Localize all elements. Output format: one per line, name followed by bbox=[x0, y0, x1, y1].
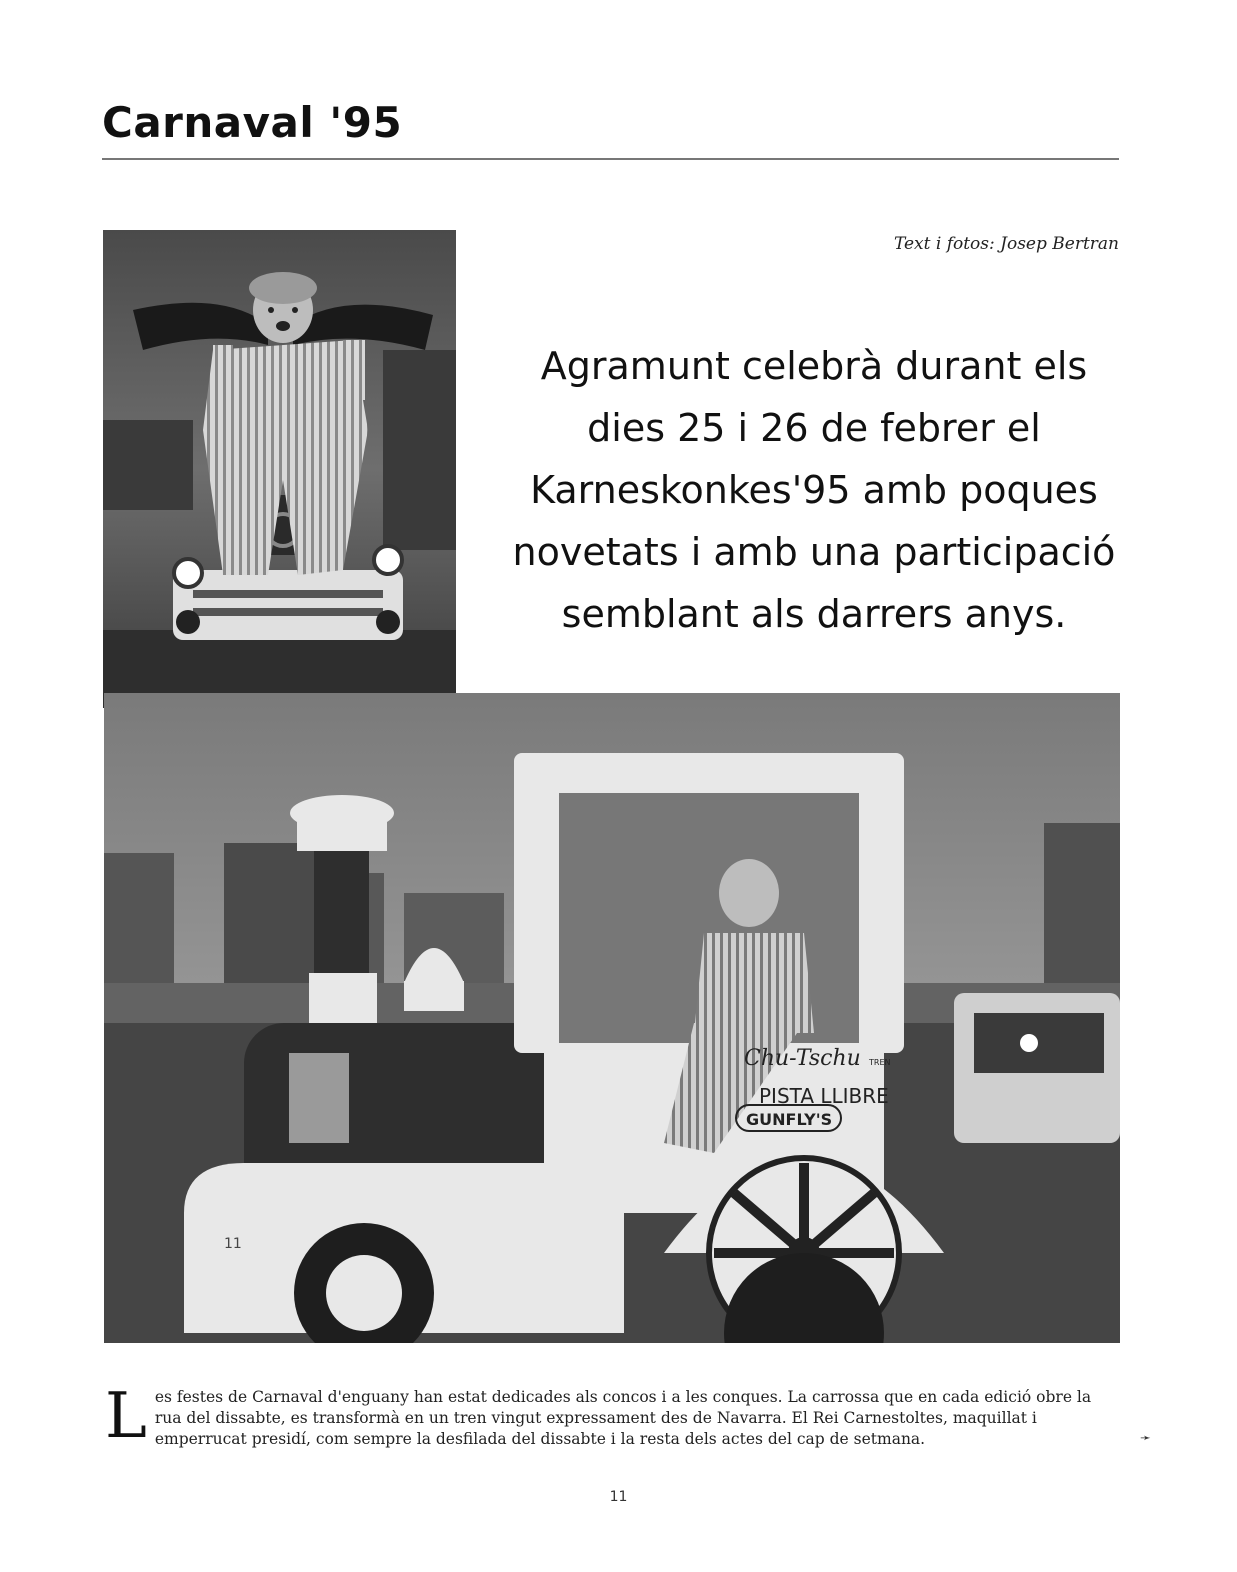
train-sign1-text: PISTA LLIBRE bbox=[759, 1084, 889, 1108]
page-number: 11 bbox=[609, 1489, 628, 1505]
train-sign2-text: GUNFLY'S bbox=[746, 1110, 833, 1129]
title-rule bbox=[102, 158, 1119, 160]
photo-tourist-train-graphic bbox=[104, 693, 1120, 1343]
article-body bbox=[105, 1379, 1121, 1452]
lead-paragraph: Agramunt celebrà durant els dies 25 i 26 de febrer el Karneskonkes'95 amb poques novetats i amb una participació semblant als darrers anys. bbox=[512, 344, 1116, 636]
photo-carnival-king-graphic bbox=[103, 230, 456, 708]
article-body-text: es festes de Carnaval d'enguany han estat dedicades als concos i a les conques. La carrossa que en cada edició obre la rua del dissabte, es transformà en un tren vingut expressament des de Navarra. El Rei Carnestoltes, maquillat i emperrucat presidí, com sempre la desfilada del dissabte i la resta dels actes del cap de setmana. bbox=[154, 1388, 1092, 1448]
photo-credit: Text i fotos: Josep Bertran bbox=[893, 234, 1119, 254]
train-brand-small-text: TREN bbox=[869, 1058, 891, 1067]
photo-carnival-king bbox=[103, 230, 456, 708]
train-brand-text: Chu-Tschu bbox=[744, 1046, 861, 1071]
article-title: Carnaval '95 bbox=[102, 98, 403, 147]
photo-tourist-train bbox=[104, 693, 1120, 1343]
continue-arrow-icon: ➛ bbox=[1140, 1431, 1151, 1446]
train-number-text: 11 bbox=[224, 1236, 242, 1252]
drop-cap: L bbox=[105, 1379, 147, 1452]
